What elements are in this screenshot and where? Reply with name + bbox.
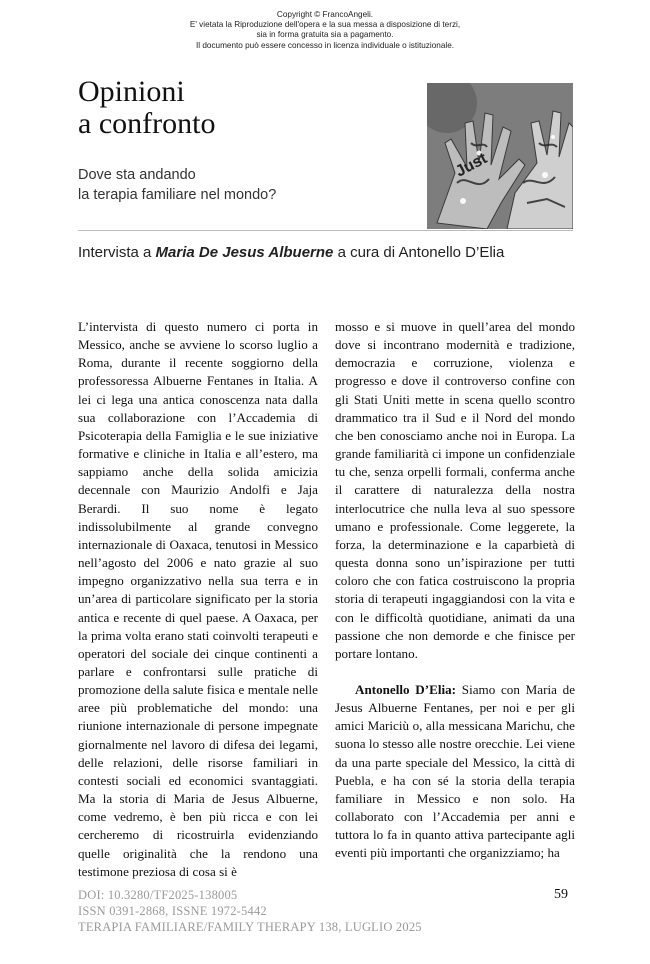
section-subtitle [78, 165, 276, 205]
header-divider [78, 230, 573, 231]
section-title [78, 76, 215, 140]
interview-paragraph [335, 681, 575, 863]
section-title-line2: a confronto [78, 107, 216, 140]
doi: DOI: 10.3280/TF2025-138005 [78, 888, 238, 902]
intro-paragraph-continued: mosso e si muove in quell’area del mondo dove si incontrano modernità e tradizione, democrazia e corruzione, violenza e progresso e dove il controverso confine con gli Stati Uniti mette in scena quello scontro drammatico tra il Sud e il Nord del mondo che ben conosciamo anche noi in Europa. La grande familiarità ci impone un confidenziale tu che, senza orpelli formali, conferma anche il carattere di naturalezza della nostra interlocutrice che nulla leva al suo spessore umano e professionale. Come leggerete, la forza, la determinazione e la caparbietà di questa donna sono un’ispirazione per tutti coloro che con fatica costruiscono la propria storia di terapeuti ingaggiandosi con la vita e con le difficoltà quotidiane, animati da una passione che non demorde e che finisce per portare lontano. [335, 319, 575, 661]
subtitle-line2: la terapia familiare nel mondo? [78, 187, 277, 203]
section-title-line1: Opinioni [78, 75, 185, 108]
hands-photo [427, 83, 573, 229]
hand-painted-text: Just [452, 150, 490, 181]
byline [78, 243, 578, 263]
article-column-right [335, 318, 575, 863]
byline-suffix: a cura di Antonello D’Elia [337, 244, 505, 261]
copyright-line: Copyright © FrancoAngeli. [276, 10, 374, 19]
copyright-line: E' vietata la Riproduzione dell'opera e la sua messa a disposizione di terzi, [189, 20, 461, 30]
subtitle-line1: Dove sta andando [78, 167, 196, 183]
copyright-notice [0, 10, 650, 51]
speaker-label: Antonello D’Elia: [355, 681, 457, 697]
copyright-line: sia in forma gratuita sia a pagamento. [256, 30, 394, 40]
copyright-line: Il documento può essere concesso in licenza individuale o istituzionale. [195, 40, 455, 50]
intro-paragraph: L’intervista di questo numero ci porta in Messico, anche se avviene lo scorso luglio a Roma, durante il recente soggiorno della professoressa Albuerne Fentanes in Italia. A lei ci lega una antica conoscenza nata dalla sua collaborazione con l’Accademia di Psicoterapia della Famiglia e le sue iniziative formative e cliniche in Italia e all’estero, ma sappiamo anche della solida amicizia decennale con Maurizio Andolfi e Jaja Berardi. Il suo nome è legato indissolubilmente al grande convegno internazionale di Oaxaca, tenutosi in Messico nell’agosto del 2006 e nato grazie al suo impegno organizzativo nella sua terra e in un’area di particolare significato per la storia antica e recente di quel paese. A Oaxaca, per la prima volta erano stati coinvolti terapeuti e operatori del sociale dei cinque continenti a parlare e confrontarsi sulle pratiche di promozione della salute fisica e mentale nelle aree più problematiche del mondo: una riunione internazionale di persone impegnate giornalmente nel lavoro di difesa dei legami, delle relazioni, delle risorse familiari in contesti sociali ed economici svantaggiati. Ma la storia di Maria de Jesus Albuerne, come vedremo, è ben più ricca e con lei cercheremo di ricostruirla evidenziando quelle originalità che la rendono una testimone preziosa di cosa si è [78, 319, 318, 879]
interviewee-name: Maria De Jesus Albuerne [155, 244, 334, 261]
page-number: 59 [554, 887, 568, 902]
issn: ISSN 0391-2868, ISSNE 1972-5442 [78, 904, 267, 918]
journal-issue: TERAPIA FAMILIARE/FAMILY THERAPY 138, LUGLIO 2025 [78, 920, 422, 934]
interview-text: Siamo con Maria de Jesus Albuerne Fentanes, per noi e per gli amici Mariciù o, alla messicana Marichu, che suona lo stesso alle nostre orecchie. Lei viene da una parte speciale del Messico, la città di Puebla, e ha con sé la storia della terapia familiare in Messico e non solo. Ha collaborato con l’Accademia per anni e tuttora lo fa in quanto attiva partecipante agli eventi più importanti che organizziamo; ha [335, 681, 576, 861]
article-column-left [78, 318, 318, 881]
byline-prefix: Intervista a [78, 244, 152, 261]
page-footer [78, 887, 422, 935]
